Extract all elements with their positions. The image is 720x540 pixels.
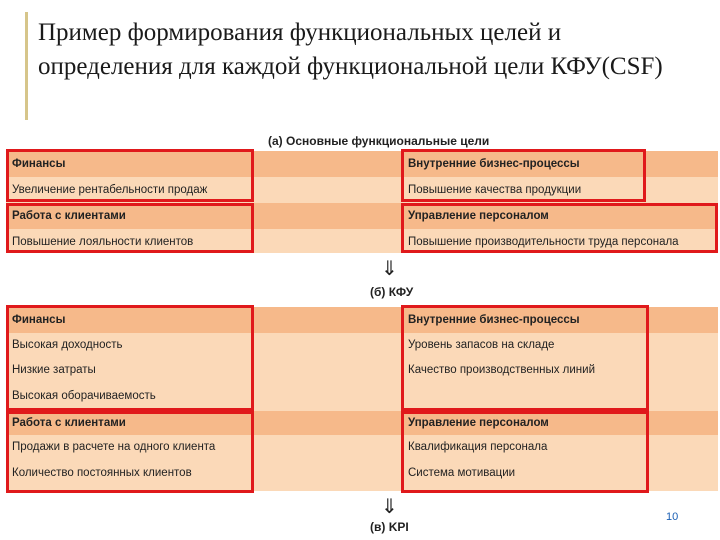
section-a-cell-quality: Повышение качества продукции xyxy=(408,184,582,196)
highlight-box-a-processes xyxy=(401,149,646,202)
section-a-cell-personnel: Управление персоналом xyxy=(408,210,549,222)
section-b-cell-sales-per-client: Продажи в расчете на одного клиента xyxy=(12,441,216,453)
section-a-cell-finance: Финансы xyxy=(12,158,66,170)
title-accent-bar xyxy=(25,12,28,120)
section-b-cell-low-costs: Низкие затраты xyxy=(12,364,96,376)
highlight-box-b-personnel xyxy=(401,411,649,493)
highlight-box-b-finance xyxy=(6,305,254,411)
section-b-cell-processes: Внутренние бизнес-процессы xyxy=(408,314,580,326)
section-b-cell-finance: Финансы xyxy=(12,314,66,326)
down-arrow-icon: ⇓ xyxy=(381,258,398,280)
section-b-cell-clients: Работа с клиентами xyxy=(12,417,126,429)
highlight-box-a-finance xyxy=(6,149,254,202)
section-b-cell-regular-clients: Количество постоянных клиентов xyxy=(12,467,192,479)
section-a-cell-profitability: Увеличение рентабельности продаж xyxy=(12,184,208,196)
section-b-cell-stock-level: Уровень запасов на складе xyxy=(408,339,555,351)
section-b-cell-turnover: Высокая оборачиваемость xyxy=(12,390,156,402)
section-b-cell-high-profit: Высокая доходность xyxy=(12,339,123,351)
section-a-cell-loyalty: Повышение лояльности клиентов xyxy=(12,236,194,248)
section-a-cell-clients: Работа с клиентами xyxy=(12,210,126,222)
section-a-label: (а) Основные функциональные цели xyxy=(268,134,490,148)
highlight-box-a-clients xyxy=(6,203,254,253)
highlight-box-a-personnel xyxy=(401,203,718,253)
section-b-cell-line-quality: Качество производственных линий xyxy=(408,364,596,376)
section-a-cell-productivity: Повышение производительности труда персонала xyxy=(408,236,679,248)
page-number: 10 xyxy=(666,511,679,523)
section-b-cell-motivation: Система мотивации xyxy=(408,467,516,479)
section-c-label: (в) KPI xyxy=(370,520,409,534)
section-b-label: (б) КФУ xyxy=(370,285,414,299)
section-a-cell-processes: Внутренние бизнес-процессы xyxy=(408,158,580,170)
section-b-cell-personnel: Управление персоналом xyxy=(408,417,549,429)
highlight-box-b-processes xyxy=(401,305,649,411)
section-b-cell-qualification: Квалификация персонала xyxy=(408,441,548,453)
slide-title: Пример формирования функциональных целей и определения для каждой функциональной цели КФУ(CSF) xyxy=(38,19,663,80)
highlight-box-b-clients xyxy=(6,411,254,493)
down-arrow-icon-2: ⇓ xyxy=(381,496,398,518)
